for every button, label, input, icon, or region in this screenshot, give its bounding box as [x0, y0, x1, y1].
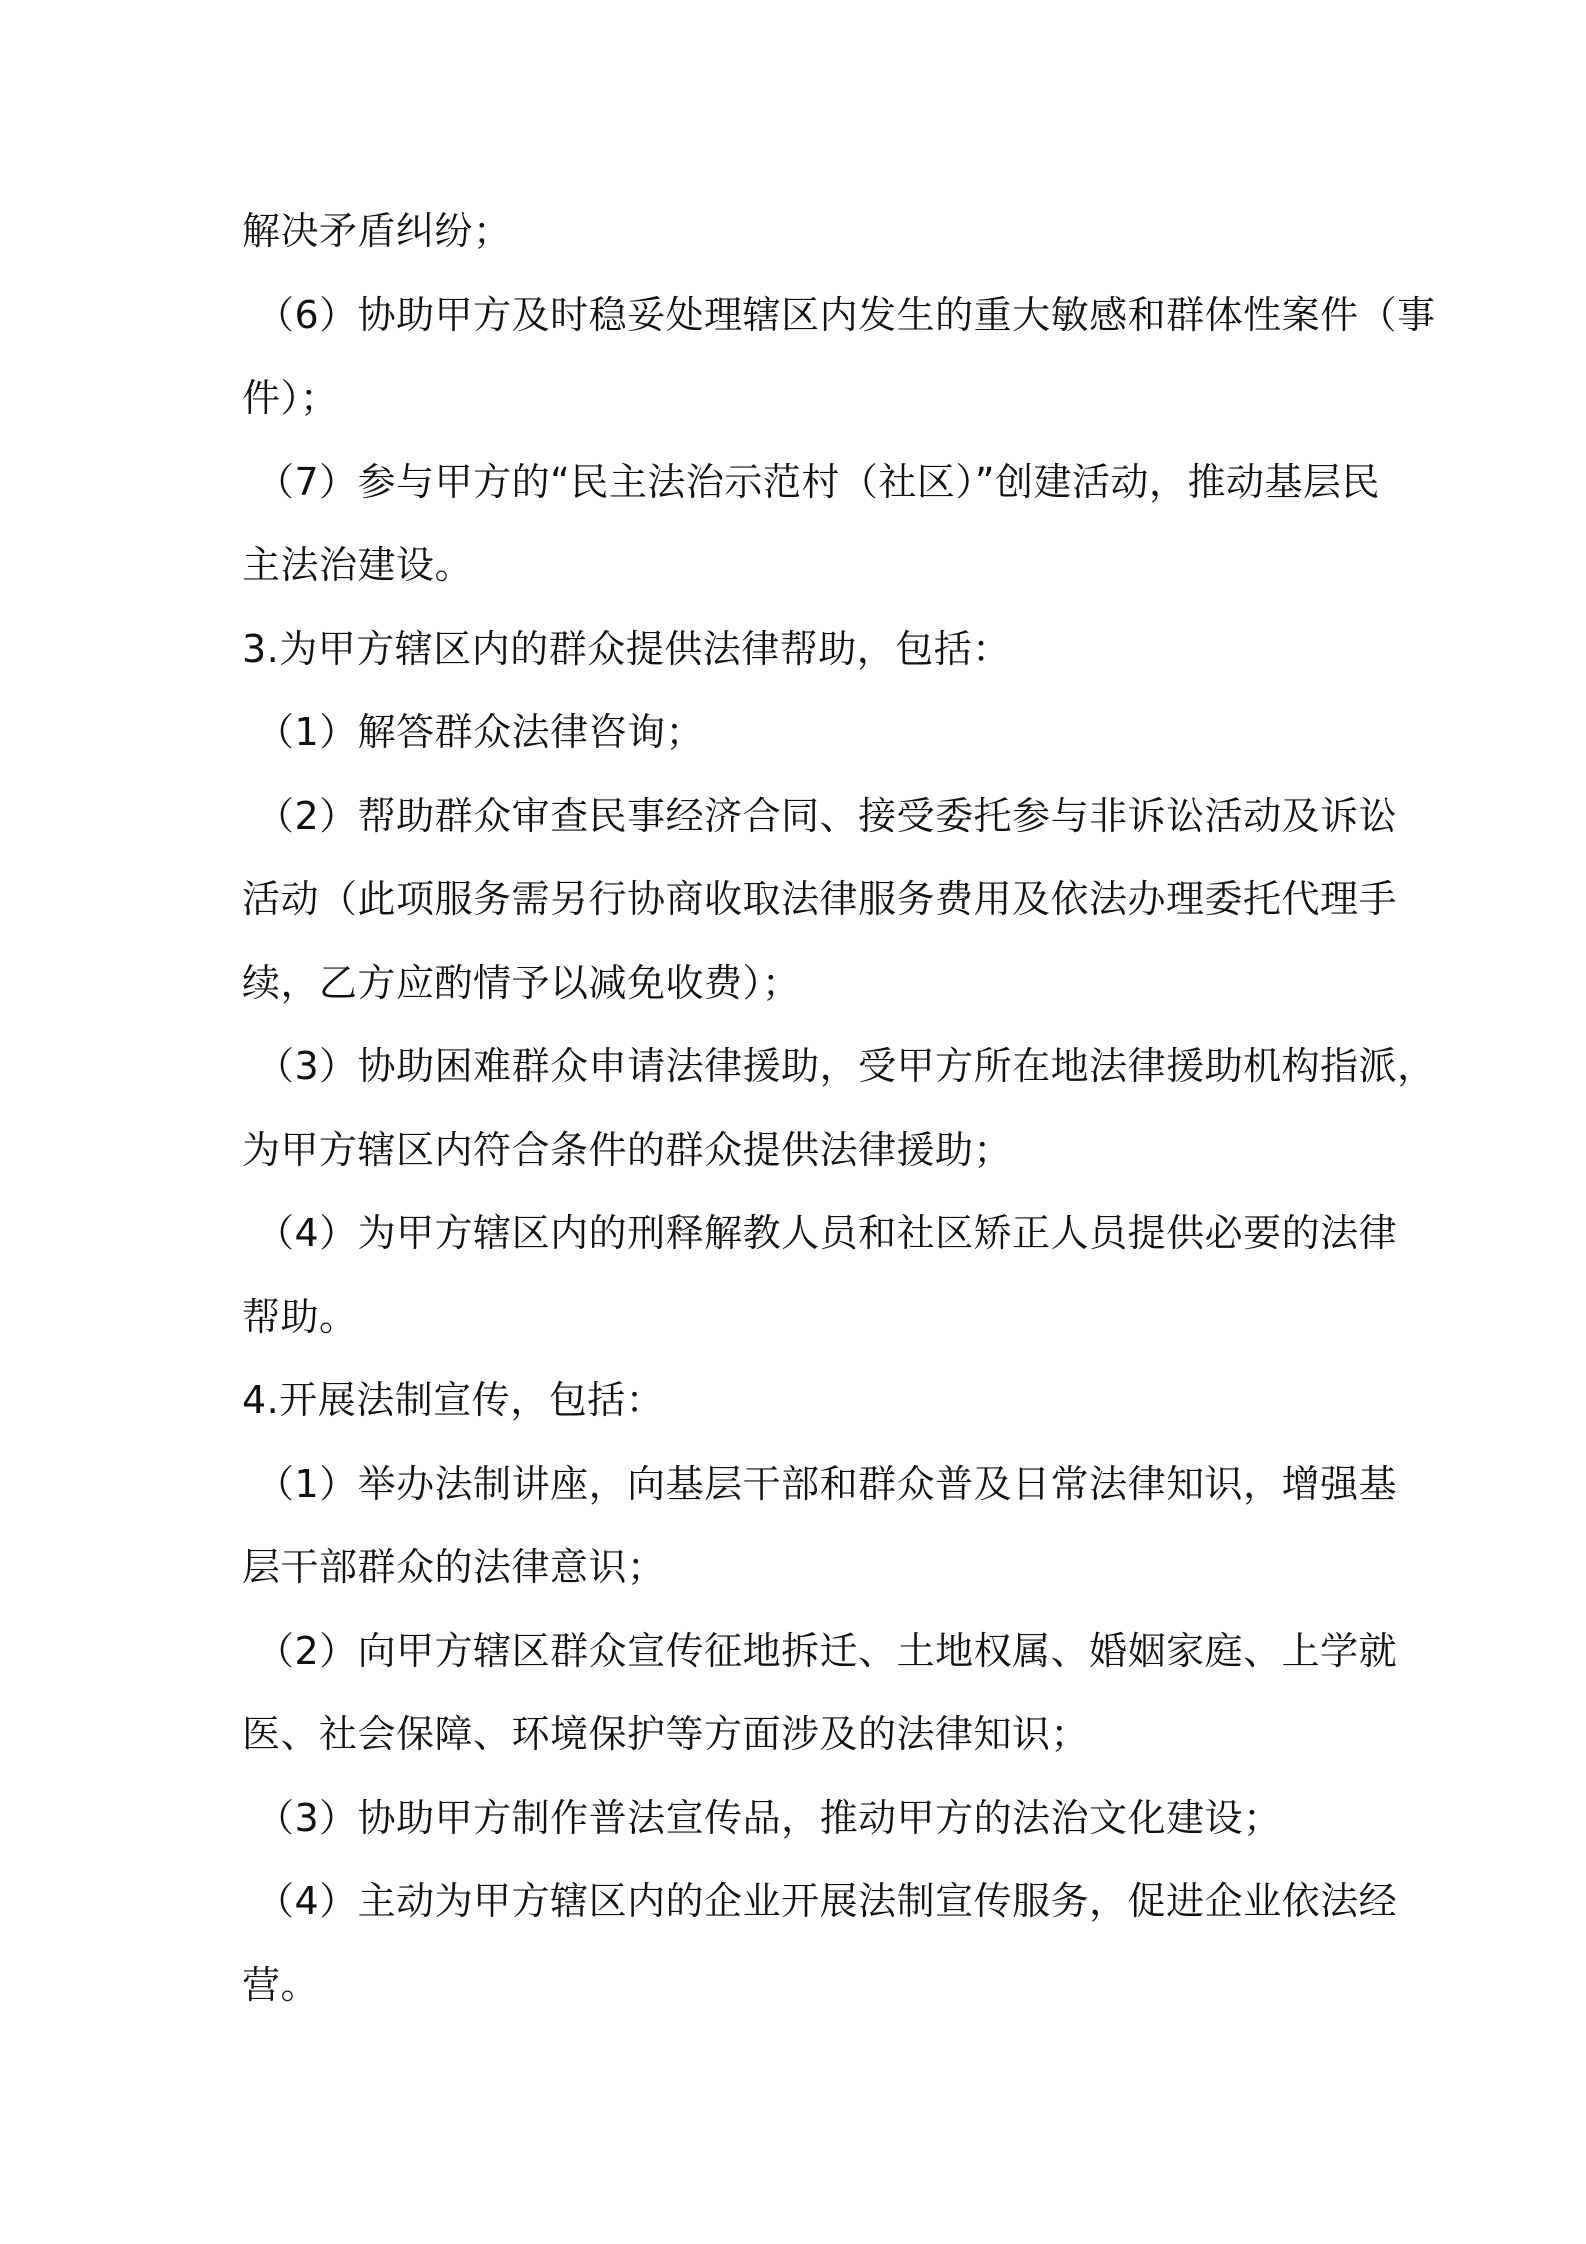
text-line: 件）；	[242, 376, 339, 420]
document-body	[242, 190, 1436, 2027]
text-line: 主法治建设。	[242, 543, 474, 587]
section-heading-3: 3.为甲方辖区内的群众提供法律帮助，包括：	[242, 626, 1011, 671]
list-item-1: （1）举办法制讲座，向基层干部和群众普及日常法律知识，增强基	[256, 1461, 1398, 1506]
text-line: 营。	[242, 1962, 320, 2007]
list-item-1: （1）解答群众法律咨询；	[256, 710, 705, 754]
text-line: 解决矛盾纠纷；	[242, 209, 512, 253]
list-item-4: （4）主动为甲方辖区内的企业开展法制宣传服务，促进企业依法经	[256, 1879, 1398, 1923]
list-item-3: （3）协助甲方制作普法宣传品，推动甲方的法治文化建设；	[256, 1795, 1282, 1840]
text-line: 为甲方辖区内符合条件的群众提供法律援助；	[242, 1127, 1013, 1172]
list-item-3: （3）协助困难群众申请法律援助，受甲方所在地法律援助机构指派，	[256, 1044, 1436, 1088]
text-line: 医、社会保障、环境保护等方面涉及的法律知识；	[242, 1712, 1090, 1756]
text-line: 层干部群众的法律意识；	[242, 1545, 666, 1589]
list-item-2: （2）向甲方辖区群众宣传征地拆迁、土地权属、婚姻家庭、上学就	[256, 1628, 1398, 1673]
section-heading-4: 4.开展法制宣传，包括：	[242, 1378, 665, 1422]
text-line: 活动（此项服务需另行协商收取法律服务费用及依法办理委托代理手	[242, 877, 1398, 921]
text-line: 续，乙方应酌情予以减免收费）；	[242, 960, 801, 1005]
list-item-2: （2）帮助群众审查民事经济合同、接受委托参与非诉讼活动及诉讼	[256, 793, 1398, 838]
list-item-7: （7）参与甲方的“民主法治示范村（社区）”创建活动，推动基层民	[256, 459, 1381, 504]
list-item-6: （6）协助甲方及时稳妥处理辖区内发生的重大敏感和群体性案件（事	[256, 292, 1436, 337]
text-line: 帮助。	[242, 1294, 358, 1339]
list-item-4: （4）为甲方辖区内的刑释解教人员和社区矫正人员提供必要的法律	[256, 1211, 1398, 1255]
